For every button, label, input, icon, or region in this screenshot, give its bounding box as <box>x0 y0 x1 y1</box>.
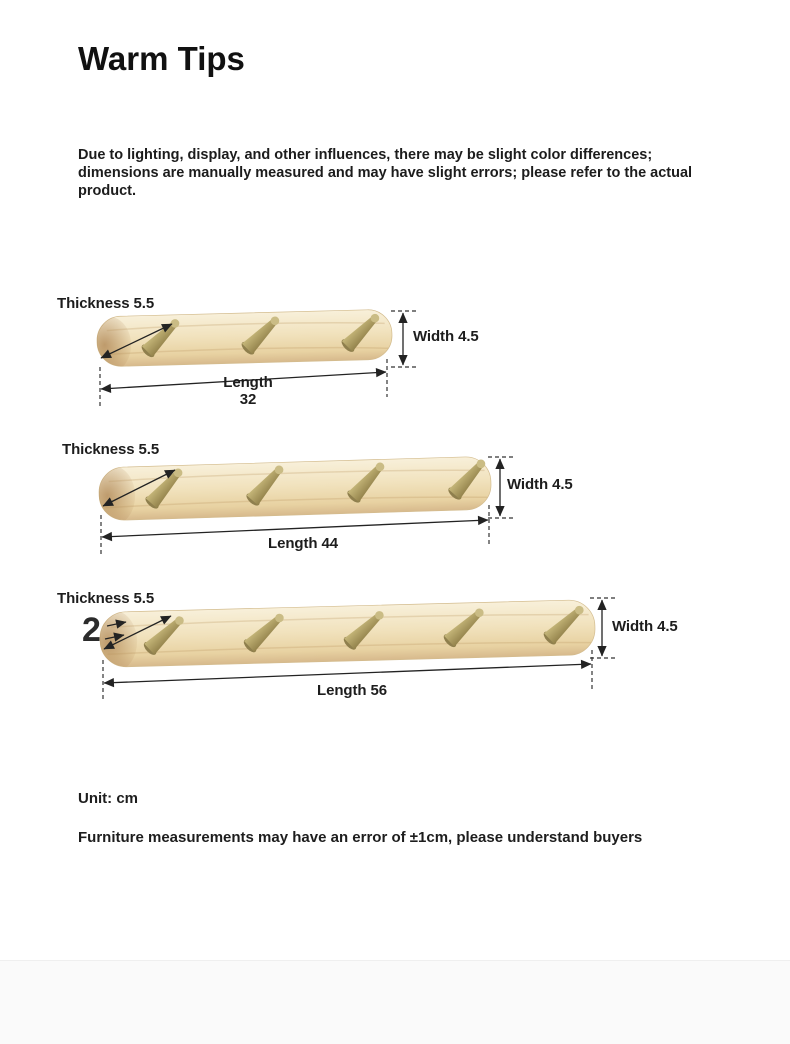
length-word: Length <box>223 374 273 391</box>
measurement-error-note: Furniture measurements may have an error of ±1cm, please understand buyers <box>78 829 643 846</box>
disclaimer-text: Due to lighting, display, and other influences, there may be slight color differences; dimensions are manually measured and may have slight errors; please refer to the actual product. <box>78 147 693 199</box>
length-label: Length 44 <box>268 535 338 552</box>
length-value: 32 <box>239 391 257 408</box>
length-label <box>158 374 338 408</box>
edge-annotation: 2 <box>82 611 101 649</box>
unit-note: Unit: cm <box>78 790 138 807</box>
length-label: Length 56 <box>317 682 387 699</box>
board-group <box>88 598 595 673</box>
width-label: Width 4.5 <box>507 476 573 493</box>
length-arrow <box>104 664 591 683</box>
width-label: Width 4.5 <box>612 618 678 635</box>
page-title: Warm Tips <box>78 40 245 77</box>
thickness-label: Thickness 5.5 <box>57 590 155 607</box>
board-group <box>88 454 492 526</box>
width-label: Width 4.5 <box>413 328 479 345</box>
board-group <box>86 309 392 373</box>
thickness-label: Thickness 5.5 <box>62 441 160 458</box>
wood-board <box>99 600 595 668</box>
thickness-label: Thickness 5.5 <box>57 295 155 312</box>
footer-strip <box>0 960 790 1044</box>
